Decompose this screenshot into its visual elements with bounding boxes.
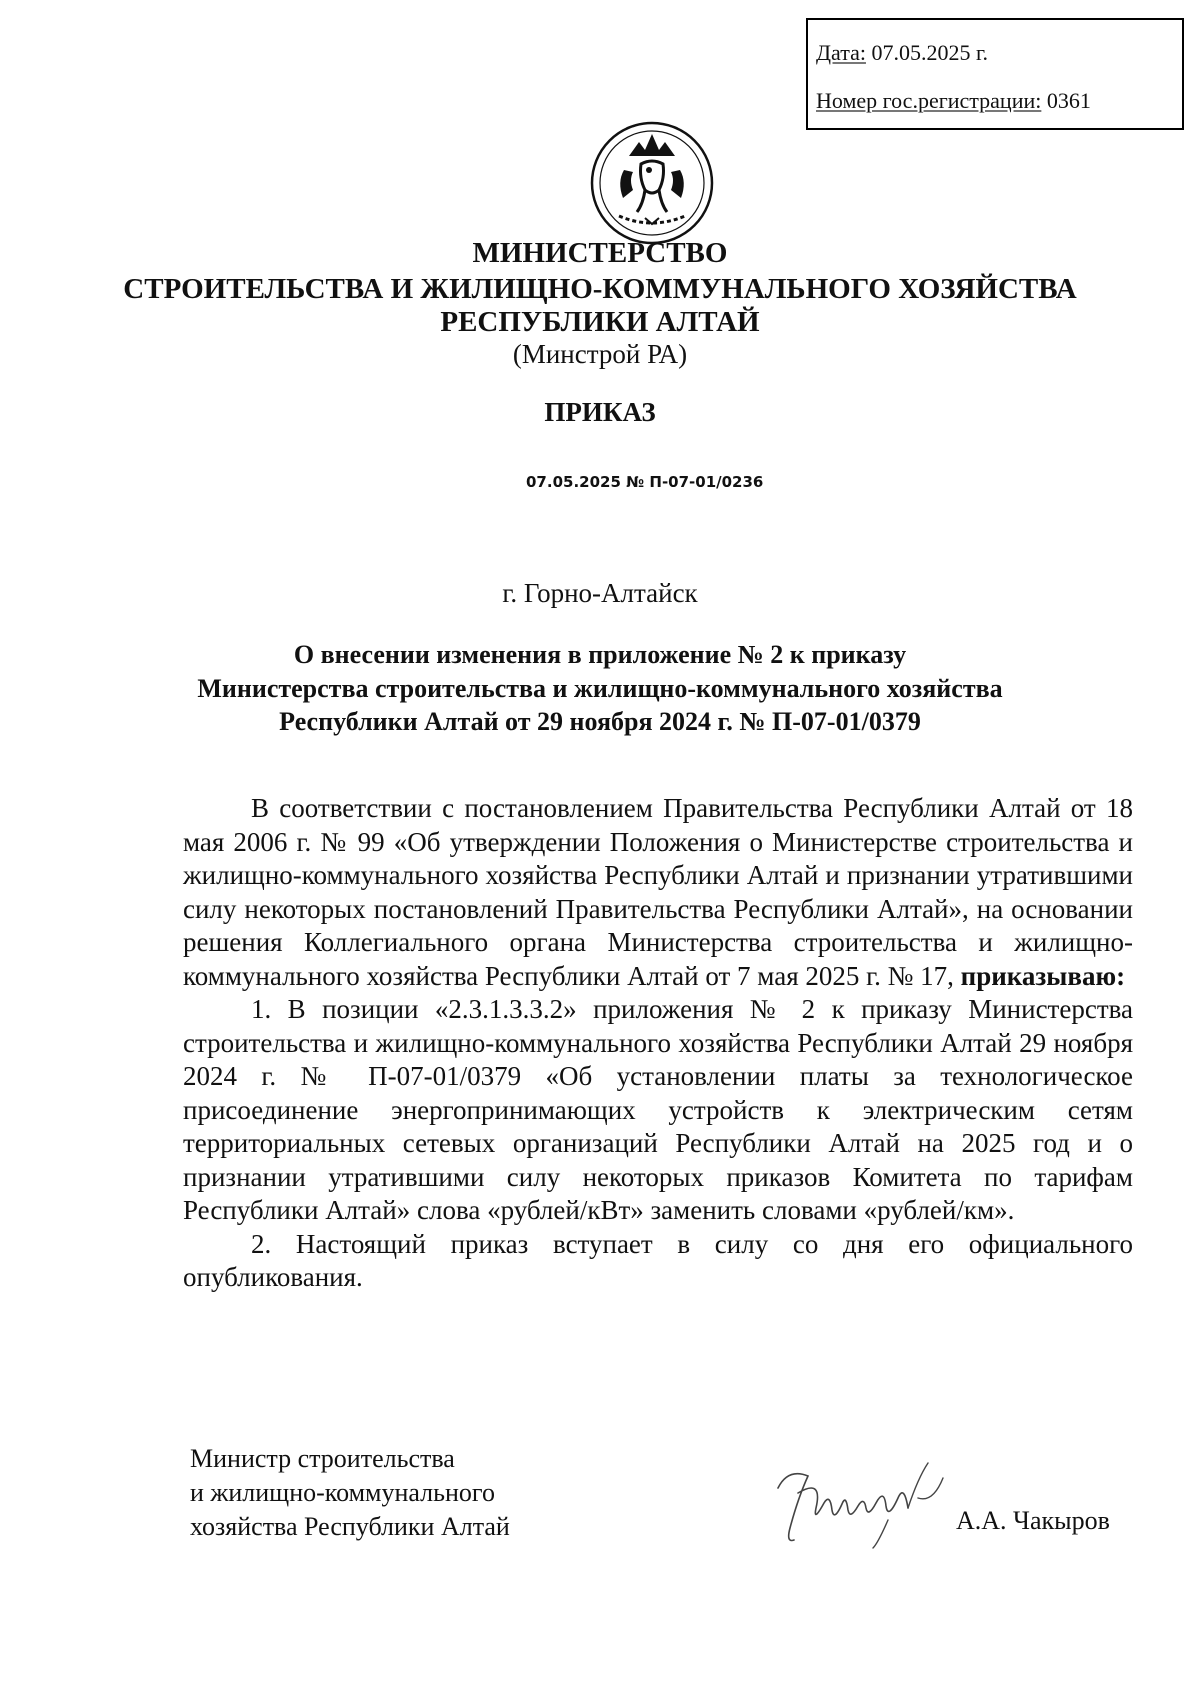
signatory-position-line1: Министр строительства: [190, 1444, 455, 1473]
handwritten-signature: [768, 1448, 958, 1558]
ministry-name-line3: РЕСПУБЛИКИ АЛТАЙ: [440, 306, 760, 338]
document-title-line2: Министерства строительства и жилищно-коммунального хозяйства: [197, 674, 1003, 703]
registration-date-label: Дата:: [816, 40, 866, 65]
item-1-paragraph: 1. В позиции «2.3.1.3.3.2» приложения № 2 к приказу Министерства строительства и жилищно-коммунального хозяйства Республики Алтай 29 ноября 2024 г. № П-07-01/0379 «Об установлении платы за технологическое присоединение энергопринимающих устройств к электрическим сетям территориальных сетевых организаций Республики Алтай на 2025 год и о признании утратившими силу некоторых приказов Комитета по тарифам Республики Алтай» слова «рублей/кВт» заменить словами «рублей/км».: [183, 994, 1133, 1225]
city: г. Горно-Алтайск: [502, 578, 698, 608]
coat-of-arms-icon: [589, 120, 715, 246]
document-type: ПРИКАЗ: [544, 397, 656, 427]
document-title-line1: О внесении изменения в приложение № 2 к приказу: [293, 640, 907, 669]
order-word: приказываю:: [960, 960, 1126, 991]
document-title-line3: Республики Алтай от 29 ноября 2024 г. № П-07-01/0379: [279, 707, 921, 736]
preamble-text: В соответствии с постановлением Правительства Республики Алтай от 18 мая 2006 г. № 99 «Об утверждении Положения о Министерстве строительства и жилищно-коммунального хозяйства Республики Алтай и признании утратившими силу некоторых постановлений Правительства Республики Алтай», на основании решения Коллегиального органа Министерства строительства и жилищно-коммунального хозяйства Республики Алтай от 7 мая 2025 г. № 17,: [183, 793, 1133, 991]
preamble-paragraph: [183, 792, 1133, 993]
document-number: 07.05.2025 № П-07-01/0236: [526, 473, 764, 491]
ministry-name-line1: МИНИСТЕРСТВО: [472, 237, 728, 269]
registration-number-label: Номер гос.регистрации:: [816, 88, 1042, 113]
ministry-name-line2: СТРОИТЕЛЬСТВА И ЖИЛИЩНО-КОММУНАЛЬНОГО ХОЗЯЙСТВА: [123, 273, 1077, 305]
registration-date: [816, 40, 988, 66]
registration-number: [816, 88, 1091, 114]
registration-date-value: 07.05.2025 г.: [871, 40, 989, 65]
registration-number-value: 0361: [1046, 88, 1091, 113]
ministry-abbreviation: (Минстрой РА): [512, 339, 688, 369]
signatory-position-line3: хозяйства Республики Алтай: [190, 1512, 510, 1541]
item-2-paragraph: 2. Настоящий приказ вступает в силу со дня его официального опубликования.: [183, 1228, 1133, 1292]
signatory-position: [190, 1442, 510, 1544]
registration-box: [806, 18, 1184, 130]
document-body: [183, 792, 1133, 1295]
signatory-position-line2: и жилищно-коммунального: [190, 1478, 495, 1507]
signatory-name: А.А. Чакыров: [956, 1506, 1110, 1535]
